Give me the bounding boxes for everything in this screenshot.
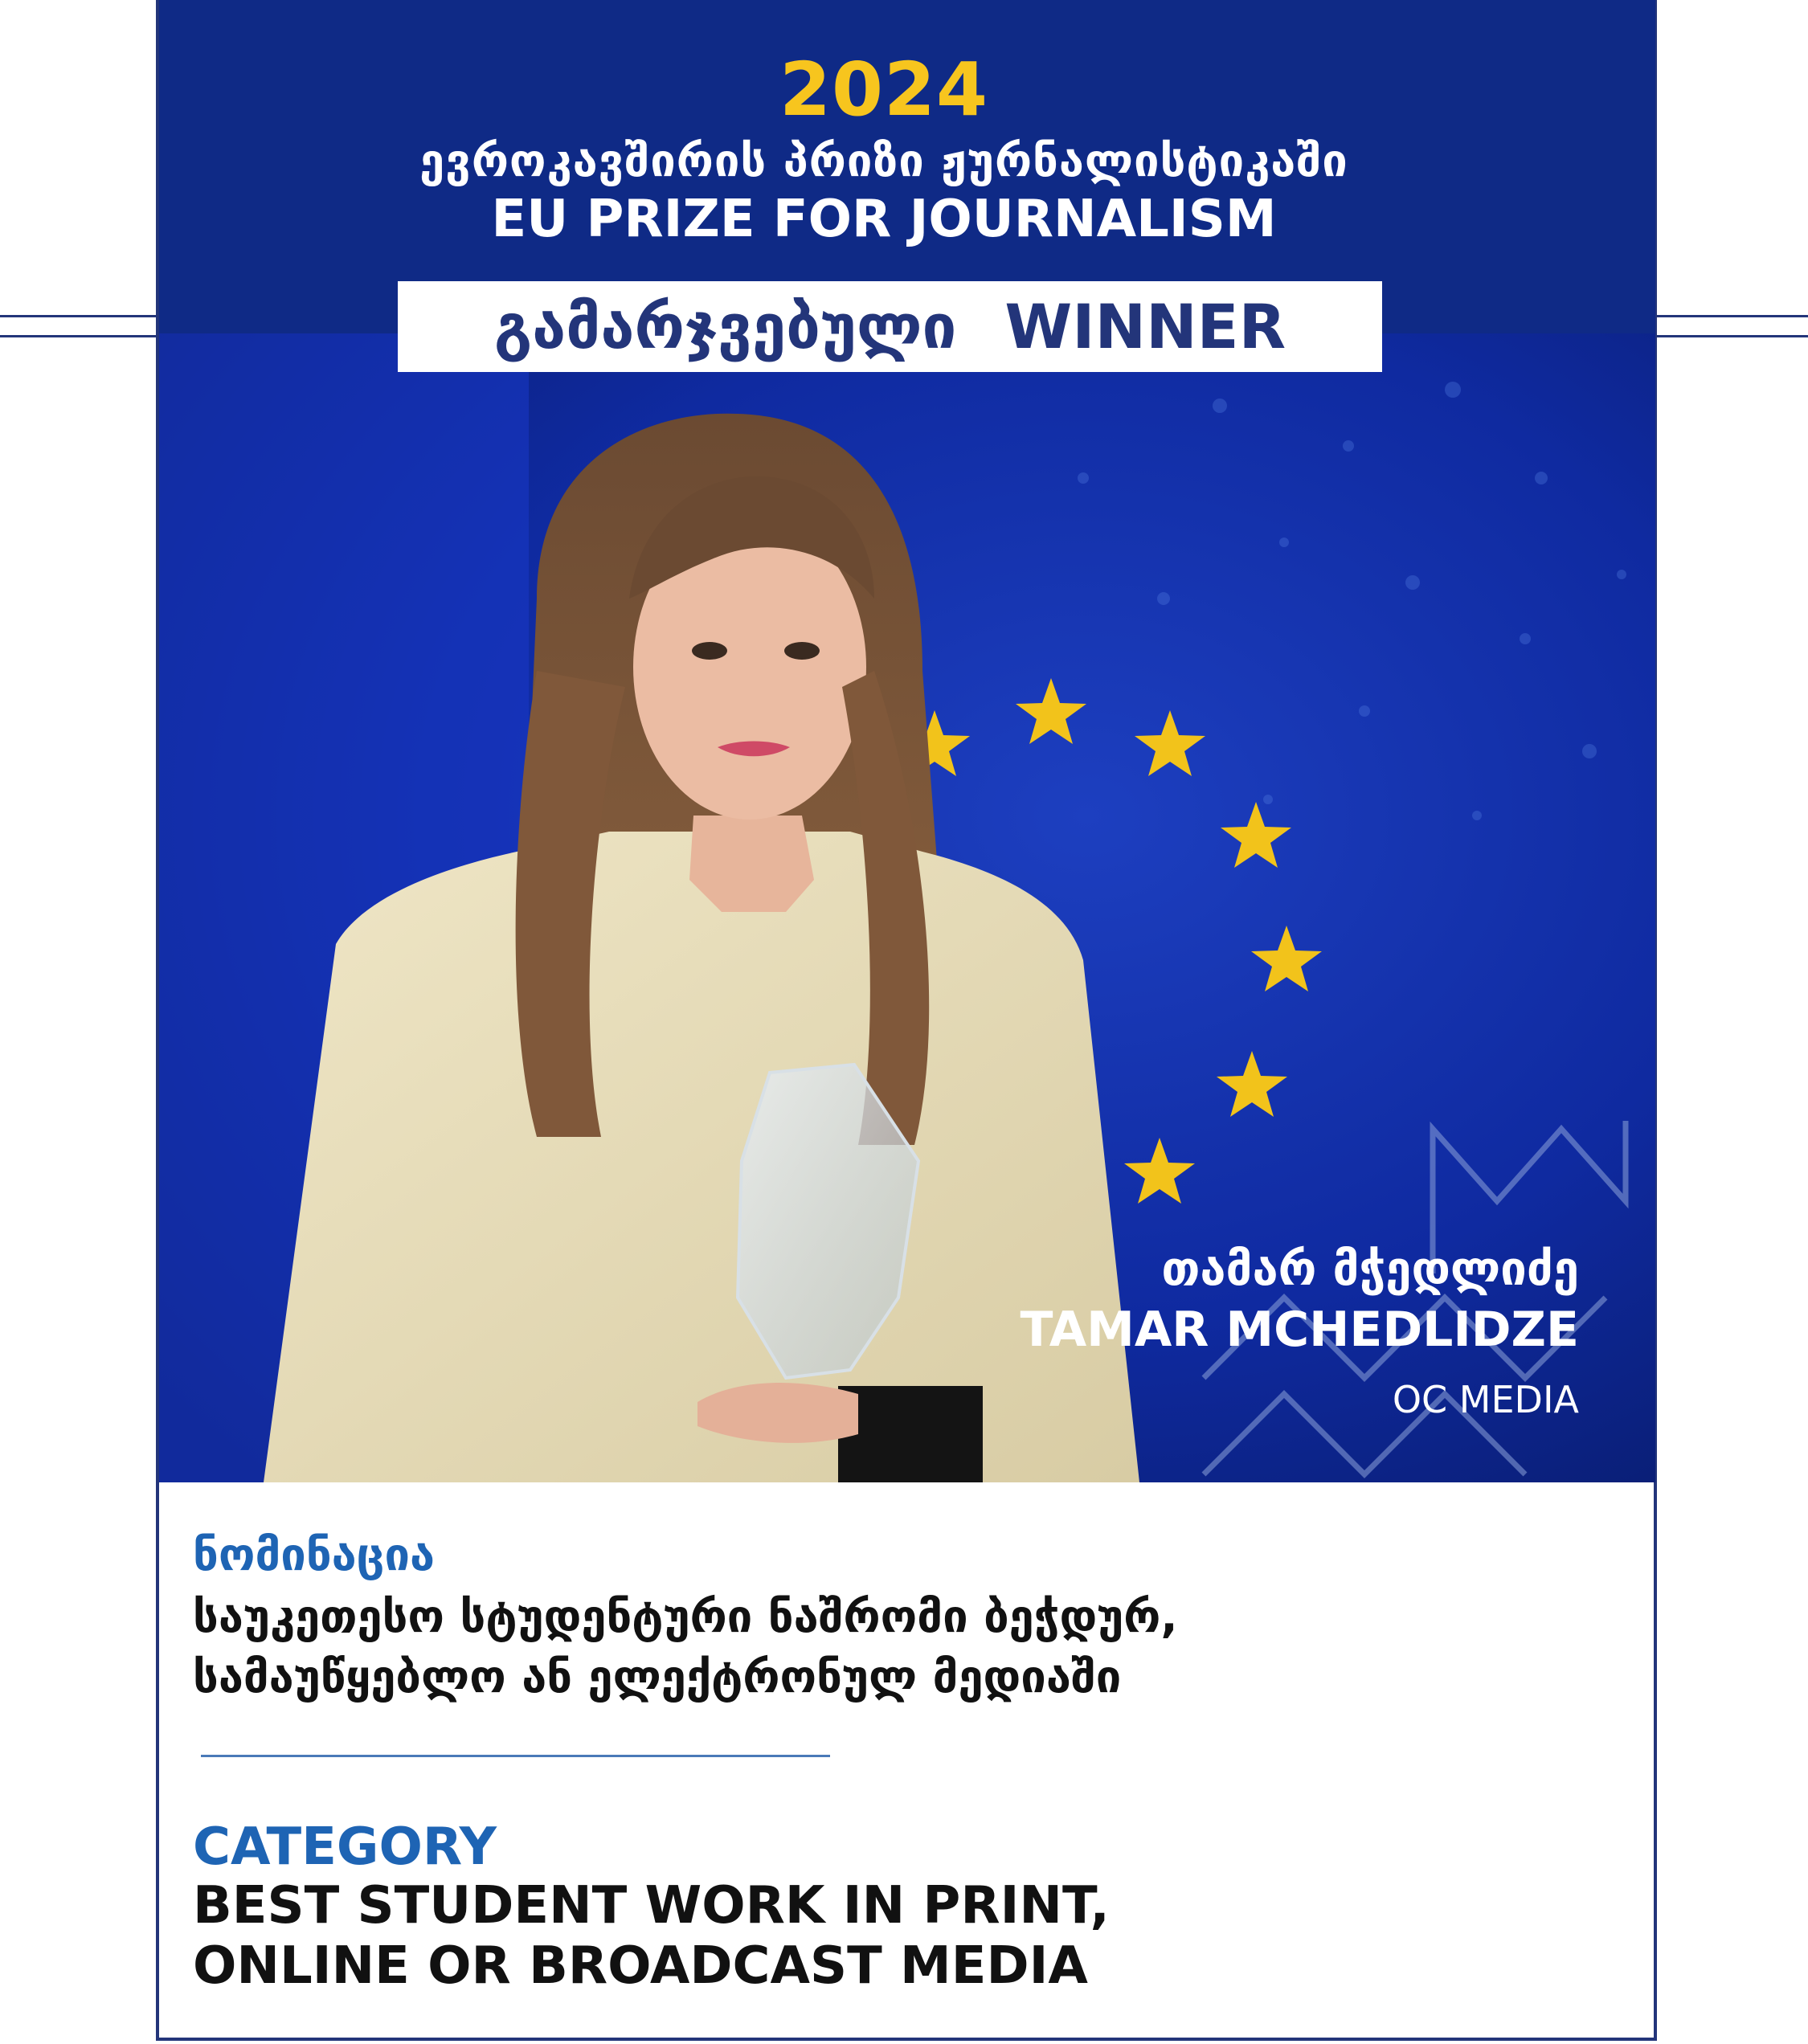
nomination-line-2: სამაუწყებლო ან ელექტრონულ მედიაში xyxy=(193,1651,1122,1703)
left-rule-top xyxy=(0,315,159,317)
category-label: CATEGORY xyxy=(193,1817,497,1877)
nomination-label: ნომინაცია xyxy=(193,1529,436,1581)
right-rule-top xyxy=(1655,315,1808,317)
nomination-line-1: საუკეთესო სტუდენტური ნაშრომი ბეჭდურ, xyxy=(193,1591,1178,1643)
section-divider xyxy=(201,1755,830,1757)
winner-outlet: OC MEDIA xyxy=(1392,1378,1579,1421)
category-line-1: BEST STUDENT WORK IN PRINT, xyxy=(193,1876,1110,1936)
prize-year: 2024 xyxy=(779,47,989,133)
prize-title-georgian: ევროკავშირის პრიზი ჟურნალისტიკაში xyxy=(419,135,1348,187)
left-rule-bottom xyxy=(0,335,159,337)
winner-badge xyxy=(398,281,1382,372)
winner-photo xyxy=(159,333,1655,1482)
winner-name-english: TAMAR MCHEDLIDZE xyxy=(1020,1302,1579,1358)
winner-label-georgian: გამარჯვებული xyxy=(493,291,957,362)
right-rule-bottom xyxy=(1655,335,1808,337)
prize-title-english: EU PRIZE FOR JOURNALISM xyxy=(491,190,1277,249)
winner-label-english: WINNER xyxy=(1004,291,1286,362)
category-line-2: ONLINE OR BROADCAST MEDIA xyxy=(193,1936,1088,1996)
winner-name-georgian: თამარ მჭედლიძე xyxy=(1161,1241,1579,1296)
